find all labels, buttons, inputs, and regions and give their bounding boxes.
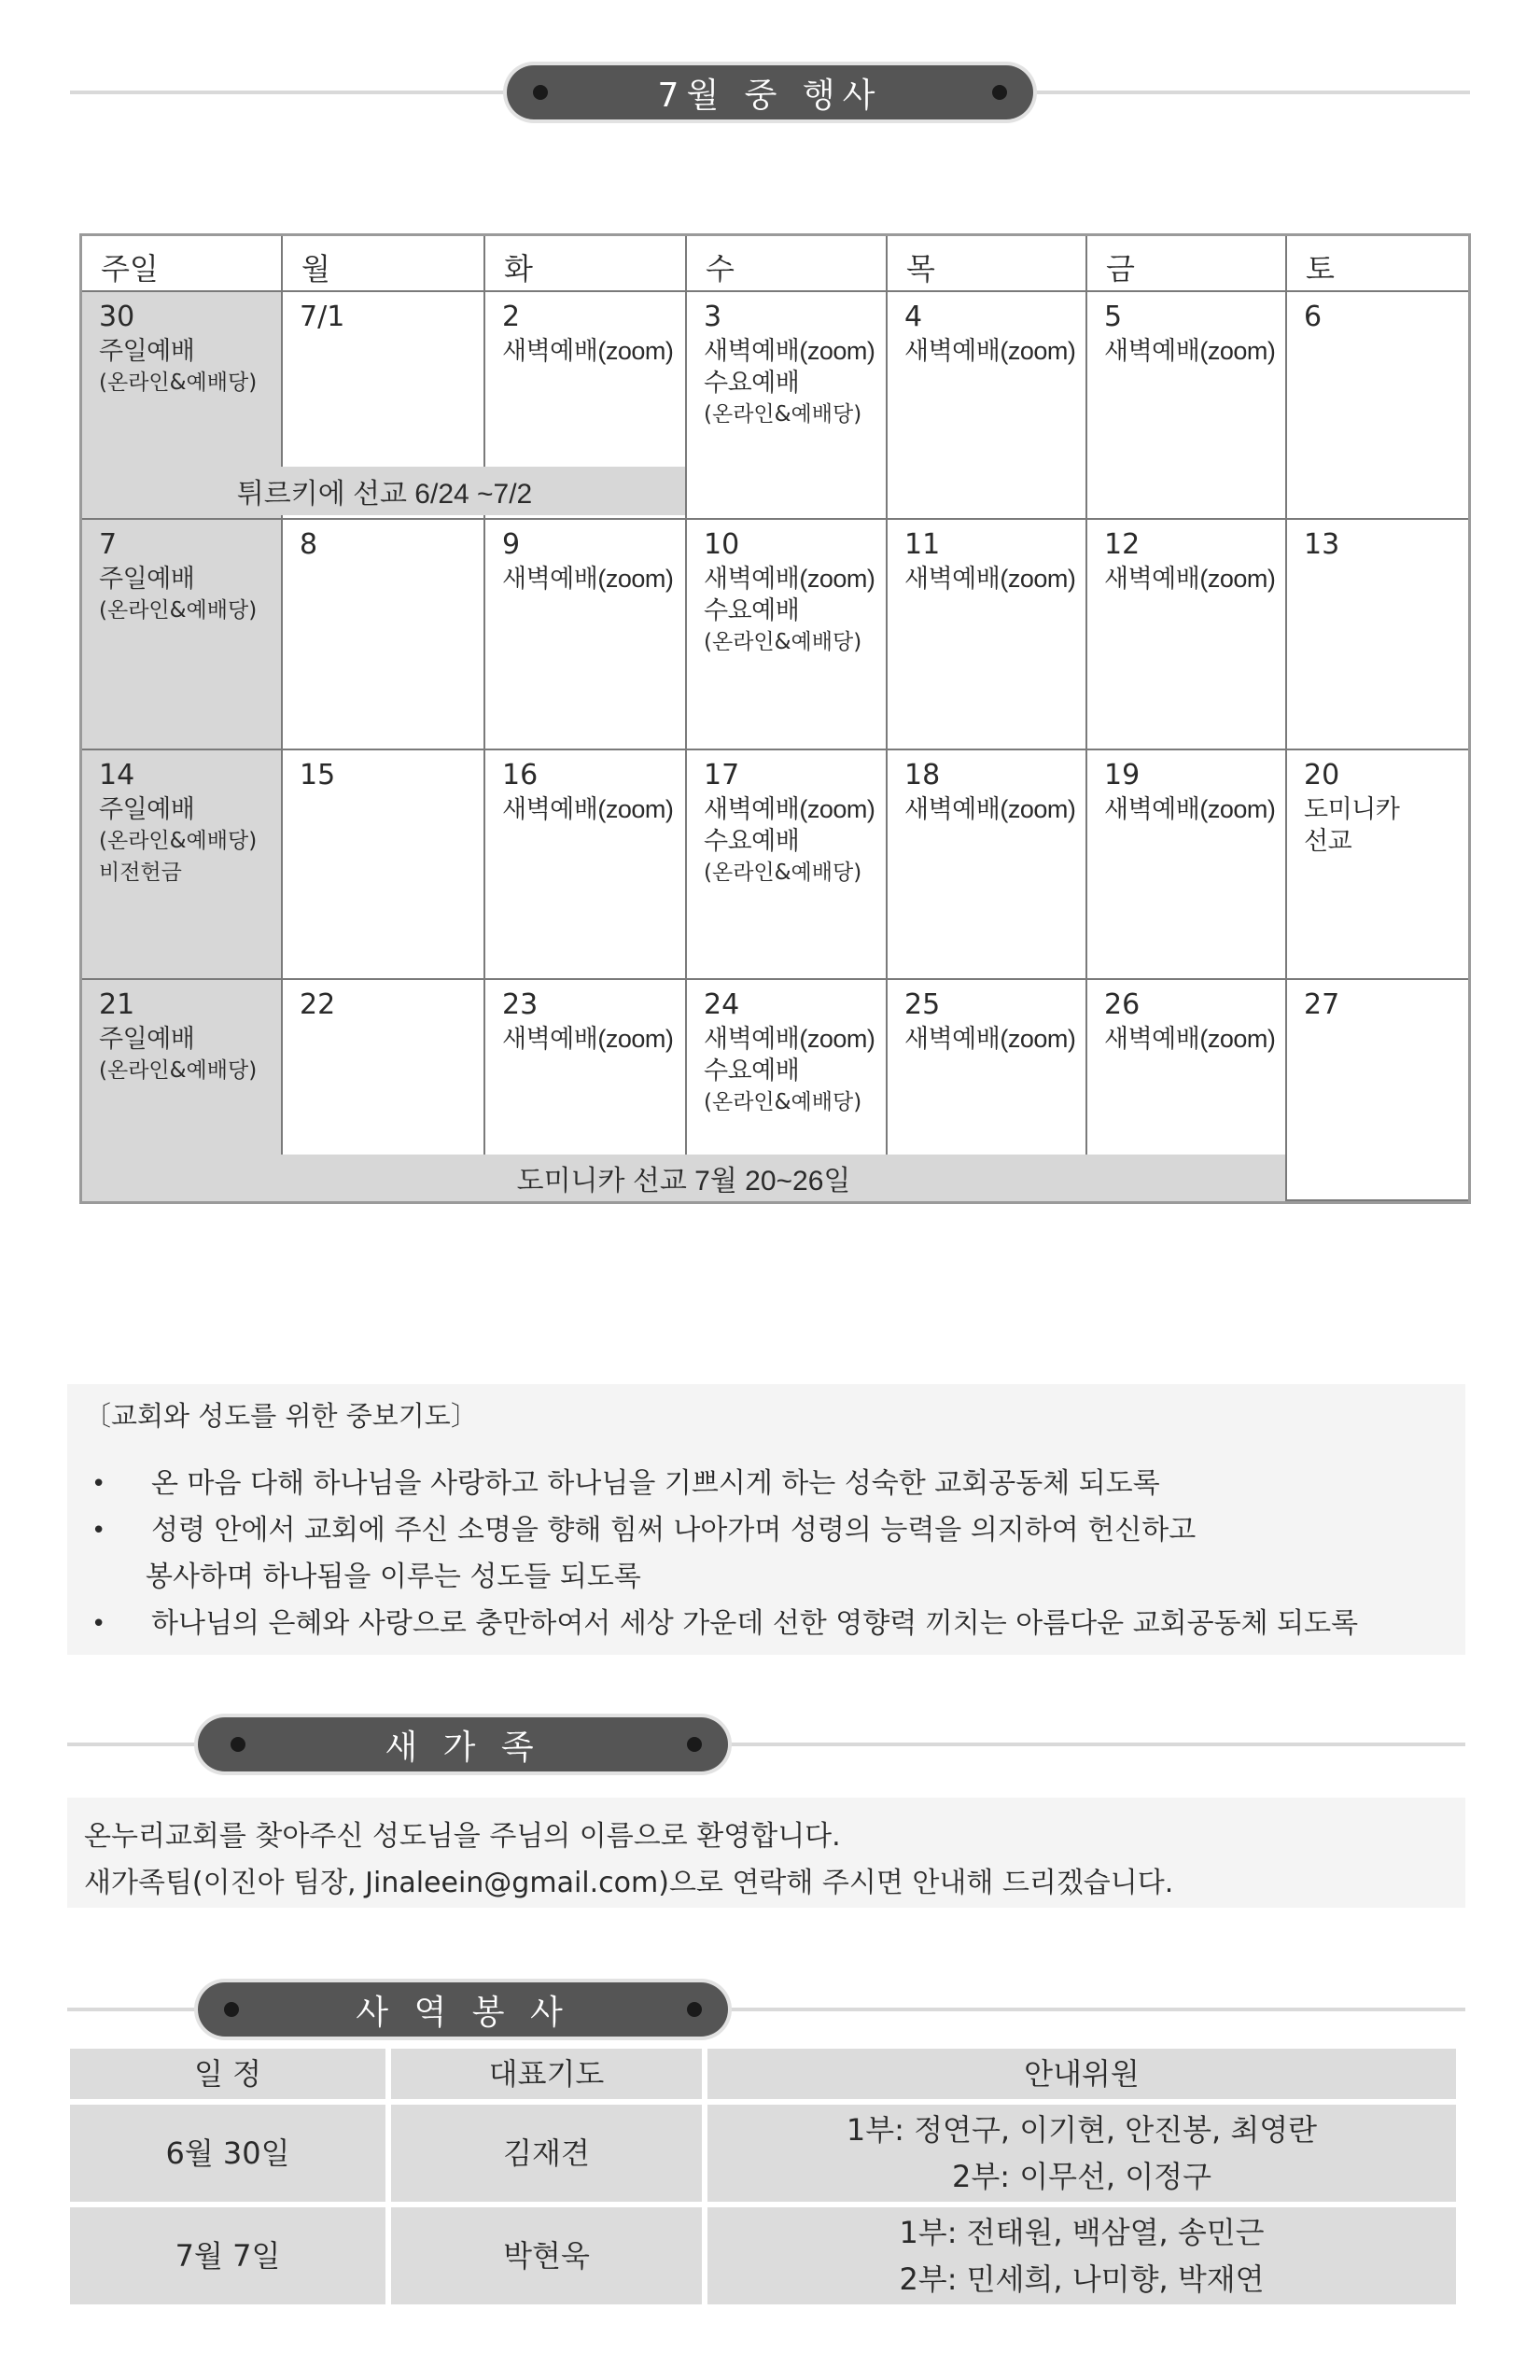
event-label: 새벽예배(zoom) [502,565,674,593]
event-note: (온라인&예배당) [99,371,258,395]
ministry-section-header [198,1982,728,2037]
calendar-header-rule-right [1031,91,1470,94]
event-label: 수요예배 [704,1057,800,1085]
dominica-mission-banner: 도미니카 선교 7월 20~26일 [82,1155,1285,1201]
day-number: 21 [99,988,135,1021]
day-number: 16 [502,759,539,791]
table-header-prayer: 대표기도 [391,2049,702,2099]
calendar-day-cell [1087,520,1287,750]
new-family-header-rule-right [726,1743,1465,1746]
weekday-header-mon: 월 [283,236,485,292]
day-number: 2 [502,301,521,333]
ministry-header-rule-right [726,2008,1465,2011]
day-number: 22 [300,988,336,1021]
day-number: 10 [704,528,740,561]
day-number: 17 [704,759,740,791]
event-label: 새벽예배(zoom) [1104,565,1276,593]
calendar-header-rule-left [70,91,509,94]
day-number: 3 [704,301,722,333]
event-note: (온라인&예배당) [704,402,862,427]
calendar-day-cell [82,520,283,750]
event-label: 새벽예배(zoom) [502,795,674,823]
event-label: 새벽예배(zoom) [904,795,1076,823]
day-number: 23 [502,988,539,1021]
new-family-section-header [198,1717,728,1771]
day-number: 19 [1104,759,1141,791]
day-number: 8 [300,528,318,561]
day-number: 11 [904,528,941,561]
event-label: 도미니카 [1304,795,1400,823]
day-number: 4 [904,301,923,333]
new-family-welcome-box [67,1798,1465,1908]
table-row-2-prayer: 박현욱 [391,2207,702,2304]
day-number: 12 [1104,528,1141,561]
calendar-day-cell [687,292,888,520]
event-label: 주일예배 [99,1025,195,1053]
event-label: 새벽예배(zoom) [704,337,875,365]
calendar-day-cell [1287,292,1468,520]
event-label: 새벽예배(zoom) [1104,337,1276,365]
day-number: 7/1 [300,301,345,333]
new-family-header-rule-left [67,1743,198,1746]
event-label: 주일예배 [99,565,195,593]
calendar-section-header [507,65,1033,119]
header-dot-left [231,1737,245,1752]
day-number: 24 [704,988,740,1021]
calendar-day-cell [1287,750,1468,980]
day-number: 6 [1304,301,1323,333]
ministry-title: 사 역 봉 사 [356,1993,570,2032]
event-label: 새벽예배(zoom) [502,1025,674,1053]
calendar-day-cell [283,750,485,980]
weekday-header-tue: 화 [485,236,687,292]
table-row-1-prayer: 김재견 [391,2105,702,2202]
weekday-header-thu: 목 [888,236,1087,292]
calendar-day-cell [485,750,687,980]
day-number: 5 [1104,301,1123,333]
day-number: 30 [99,301,135,333]
event-label: 새벽예배(zoom) [904,565,1076,593]
calendar-day-cell [888,750,1087,980]
calendar-day-cell [687,520,888,750]
bullet-icon: • [91,1517,106,1545]
table-header-date: 일 정 [70,2049,385,2099]
calendar-day-cell [888,292,1087,520]
event-label: 새벽예배(zoom) [502,337,674,365]
event-label: 새벽예배(zoom) [704,795,875,823]
calendar-day-cell [1287,520,1468,750]
ministry-header-rule-left [67,2008,198,2011]
event-label: 새벽예배(zoom) [1104,795,1276,823]
header-dot-right [992,85,1007,100]
event-label: 주일예배 [99,337,195,365]
prayer-item-2-continued: 봉사하며 하나됨을 이루는 성도들 되도록 [146,1561,641,1593]
header-dot-left [224,2002,239,2017]
prayer-item-3: 하나님의 은혜와 사랑으로 충만하여서 세상 가운데 선한 영향력 끼치는 아름다운 교회공동체 되도록 [151,1607,1359,1640]
turkey-mission-banner: 튀르키에 선교 6/24 ~7/2 [84,467,685,515]
prayer-item-1: 온 마음 다해 하나님을 사랑하고 하나님을 기쁘시게 하는 성숙한 교회공동체 되도록 [151,1467,1160,1500]
event-label: 수요예배 [704,369,800,397]
calendar-day-cell [283,520,485,750]
event-note: (온라인&예배당) [99,598,258,623]
day-number: 26 [1104,988,1141,1021]
calendar-day-cell [1087,292,1287,520]
event-note: (온라인&예배당) [704,630,862,654]
event-label: 새벽예배(zoom) [1104,1025,1276,1053]
welcome-line-2: 새가족팀(이진아 팀장, Jinaleein@gmail.com)으로 연락해 주시면 안내해 드리겠습니다. [84,1867,1174,1899]
weekday-header-sun: 주일 [82,236,283,292]
calendar-day-cell [485,520,687,750]
event-label: 수요예배 [704,596,800,624]
day-number: 14 [99,759,135,791]
day-number: 9 [502,528,521,561]
event-note: (온라인&예배당) [704,1090,862,1114]
event-label: 새벽예배(zoom) [704,565,875,593]
day-number: 18 [904,759,941,791]
event-note: (온라인&예배당) [99,829,258,853]
intercessory-prayer-box [67,1384,1465,1655]
bullet-icon: • [91,1610,106,1638]
calendar-day-cell [888,520,1087,750]
day-number: 15 [300,759,336,791]
new-family-title: 새 가 족 [385,1728,541,1767]
header-dot-right [687,2002,702,2017]
event-label: 선교 [1304,827,1352,855]
header-dot-right [687,1737,702,1752]
event-note: 비전헌금 [99,861,182,885]
event-label: 새벽예배(zoom) [904,337,1076,365]
event-label: 새벽예배(zoom) [704,1025,875,1053]
bullet-icon: • [91,1470,106,1498]
welcome-line-1: 온누리교회를 찾아주신 성도님을 주님의 이름으로 환영합니다. [84,1820,841,1853]
prayer-item-2: 성령 안에서 교회에 주신 소명을 향해 힘써 나아가며 성령의 능력을 의지하여 헌신하고 [151,1514,1197,1547]
calendar-day-cell [687,750,888,980]
weekday-header-fri: 금 [1087,236,1287,292]
prayer-title: 〔교회와 성도를 위한 중보기도〕 [84,1400,478,1432]
table-header-ushers: 안내위원 [707,2049,1456,2099]
monthly-calendar [79,233,1471,1204]
calendar-day-cell [1287,980,1468,1201]
table-row-1-ushers: 1부: 정연구, 이기현, 안진봉, 최영란 2부: 이무선, 이정구 [707,2105,1456,2202]
calendar-section-title: 7월 중 행사 [657,76,883,115]
event-note: (온라인&예배당) [704,861,862,885]
event-note: (온라인&예배당) [99,1058,258,1083]
header-dot-left [533,85,548,100]
event-label: 수요예배 [704,827,800,855]
weekday-header-wed: 수 [687,236,888,292]
event-label: 주일예배 [99,795,195,823]
weekday-header-sat: 토 [1287,236,1468,292]
day-number: 7 [99,528,118,561]
day-number: 20 [1304,759,1340,791]
table-row-2-ushers: 1부: 전태원, 백삼열, 송민근 2부: 민세희, 나미향, 박재연 [707,2207,1456,2304]
calendar-day-cell [82,750,283,980]
day-number: 25 [904,988,941,1021]
day-number: 13 [1304,528,1340,561]
table-row-1-date: 6월 30일 [70,2105,385,2202]
day-number: 27 [1304,988,1340,1021]
calendar-day-cell [1087,750,1287,980]
table-row-2-date: 7월 7일 [70,2207,385,2304]
event-label: 새벽예배(zoom) [904,1025,1076,1053]
